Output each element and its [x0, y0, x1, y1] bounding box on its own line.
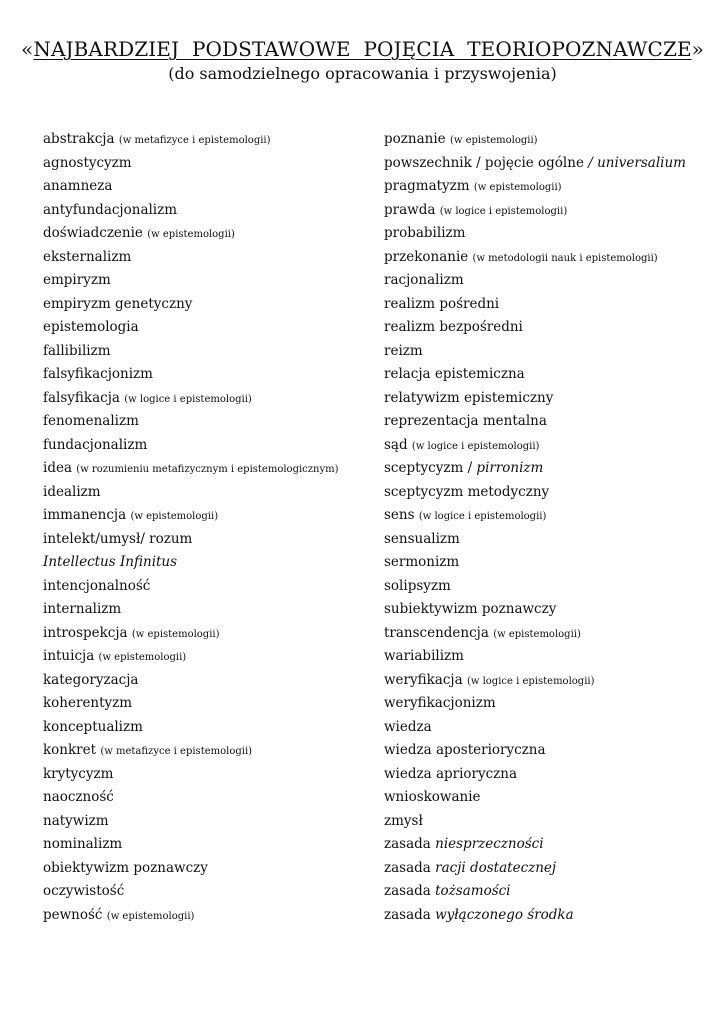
term-item [384, 340, 714, 364]
right-term-list [384, 128, 714, 927]
term-text: weryfikacja [384, 671, 463, 688]
term-item [384, 810, 714, 834]
term-item [384, 575, 714, 599]
term-text: nominalizm [43, 836, 123, 852]
term-item [43, 786, 363, 810]
term-item [43, 528, 363, 552]
term-text: natywizm [43, 812, 109, 829]
term-item [384, 716, 714, 740]
term-item [43, 128, 363, 152]
term-text: krytycyzm [43, 765, 114, 782]
term-text: relacja epistemiczna [384, 366, 525, 382]
term-item [43, 363, 363, 387]
term-text: realizm bezpośredni [384, 319, 523, 335]
term-text: fundacjonalizm [43, 436, 148, 453]
term-item [43, 692, 363, 716]
page-title [0, 36, 725, 62]
term-note: (w epistemologii) [98, 652, 187, 663]
term-item [384, 387, 714, 411]
term-item [43, 880, 363, 904]
term-note: (w epistemologii) [131, 628, 220, 640]
term-text: konkret [43, 742, 97, 758]
term-item [43, 481, 363, 505]
term-item [43, 340, 363, 364]
term-note: (w metafizyce i epistemologii) [118, 135, 271, 146]
term-text: pragmatyzm [384, 178, 470, 194]
term-item [43, 716, 363, 740]
term-item [43, 293, 363, 317]
term-item [384, 246, 714, 270]
term-text: racjonalizm [384, 272, 464, 288]
term-text: przekonanie [384, 248, 469, 265]
term-italic-text: Intellectus Infinitus [43, 554, 178, 570]
term-note: (w epistemologii) [130, 511, 219, 522]
term-text: sceptycyzm / [384, 460, 473, 476]
term-item [43, 622, 363, 646]
term-text: eksternalizm [43, 248, 132, 265]
term-text: naoczność [43, 789, 114, 805]
term-text: powszechnik / pojęcie ogólne [384, 154, 584, 171]
term-item [384, 128, 714, 152]
term-item [384, 175, 714, 199]
title-text: NAJBARDZIEJ PODSTAWOWE POJĘCIA TEORIOPOZNAWCZE [33, 37, 692, 61]
term-item [384, 504, 714, 528]
term-item [43, 434, 363, 458]
term-text: zmysł [384, 812, 423, 829]
term-note: (w epistemologii) [147, 229, 235, 240]
term-item [43, 857, 363, 881]
term-item [43, 810, 363, 834]
page-subtitle: (do samodzielnego opracowania i przyswojenia) [168, 64, 557, 83]
term-italic-text: tożsamości [435, 883, 511, 899]
term-text: pewność [43, 906, 103, 923]
term-text: internalizm [43, 601, 122, 617]
term-note: (w logice i epistemologii) [439, 205, 568, 217]
term-item [384, 786, 714, 810]
term-text: sermonizm [384, 554, 460, 570]
term-text: probabilizm [384, 225, 466, 241]
term-text: konceptualizm [43, 718, 143, 735]
term-item [43, 246, 363, 270]
term-item [384, 199, 714, 223]
term-item [384, 763, 714, 787]
term-italic-text: niesprzeczności [435, 836, 544, 852]
term-note: (w logice i epistemologii) [418, 511, 547, 522]
term-text: fenomenalizm [43, 413, 139, 429]
term-text: koherentyzm [43, 695, 133, 711]
term-note: (w epistemologii) [106, 910, 195, 922]
term-item [384, 528, 714, 552]
term-item [43, 551, 363, 575]
term-text: wiedza aprioryczna [384, 765, 518, 782]
term-text: zasada [384, 883, 431, 899]
term-item [43, 669, 363, 693]
term-item [384, 316, 714, 340]
term-item [384, 551, 714, 575]
term-item [43, 269, 363, 293]
term-item [384, 622, 714, 646]
term-text: epistemologia [43, 319, 139, 335]
term-item [43, 504, 363, 528]
term-item [384, 269, 714, 293]
term-item [43, 457, 363, 481]
term-text: empiryzm [43, 272, 111, 288]
term-text: agnostycyzm [43, 154, 132, 171]
term-text: falsyfikacja [43, 389, 120, 406]
term-item [384, 222, 714, 246]
term-text: oczywistość [43, 883, 125, 899]
term-item [384, 481, 714, 505]
term-text: intelekt/umysł/ rozum [43, 530, 193, 547]
term-text: wiedza aposterioryczna [384, 742, 546, 758]
title-quote-close: » [691, 37, 704, 61]
term-item [43, 199, 363, 223]
term-text: poznanie [384, 131, 446, 147]
term-item [384, 434, 714, 458]
term-item [43, 739, 363, 763]
term-item [43, 222, 363, 246]
term-text: weryfikacjonizm [384, 695, 496, 711]
term-item [384, 363, 714, 387]
term-text: obiektywizm poznawczy [43, 859, 208, 876]
term-item [384, 880, 714, 904]
term-text: idealizm [43, 483, 101, 500]
term-text: realizm pośredni [384, 295, 500, 312]
term-text: wiedza [384, 718, 432, 735]
term-item [43, 316, 363, 340]
term-text: wnioskowanie [384, 789, 481, 805]
term-item [43, 904, 363, 928]
term-text: sceptycyzm metodyczny [384, 483, 550, 500]
document-header [0, 36, 725, 85]
term-text: wariabilizm [384, 648, 464, 664]
term-text: intuicja [43, 648, 95, 664]
term-note: (w logice i epistemologii) [411, 440, 540, 452]
term-item [384, 410, 714, 434]
term-text: fallibilizm [43, 342, 111, 359]
term-item [384, 739, 714, 763]
term-text: sensualizm [384, 530, 460, 547]
term-item [43, 152, 363, 176]
term-item [43, 175, 363, 199]
term-item [43, 763, 363, 787]
term-item [43, 575, 363, 599]
term-item [384, 152, 714, 176]
term-text: anamneza [43, 178, 113, 194]
term-item [384, 692, 714, 716]
term-text: kategoryzacja [43, 671, 139, 688]
term-text: solipsyzm [384, 577, 451, 594]
term-italic-text: / universalium [588, 154, 686, 171]
term-italic-text: pirronizm [476, 460, 544, 476]
term-text: zasada [384, 836, 431, 852]
term-text: subiektywizm poznawczy [384, 601, 557, 617]
term-note: (w logice i epistemologii) [124, 393, 252, 405]
term-item [384, 645, 714, 669]
term-note: (w logice i epistemologii) [466, 675, 595, 687]
term-item [43, 387, 363, 411]
term-item [43, 410, 363, 434]
term-text: reizm [384, 342, 423, 359]
term-item [43, 598, 363, 622]
term-italic-text: wyłączonego środka [435, 906, 574, 923]
term-text: prawda [384, 201, 436, 218]
term-item [384, 857, 714, 881]
term-text: immanencja [43, 507, 127, 523]
term-italic-text: racji dostatecznej [435, 859, 557, 876]
term-note: (w metodologii nauk i epistemologii) [472, 252, 658, 264]
term-text: transcendencja [384, 624, 489, 641]
term-text: abstrakcja [43, 131, 115, 147]
term-item [43, 645, 363, 669]
term-item [384, 904, 714, 928]
term-text: intencjonalność [43, 577, 151, 594]
term-note: (w epistemologii) [493, 628, 581, 640]
term-note: (w metafizyce i epistemologii) [100, 746, 253, 757]
term-item [384, 598, 714, 622]
term-note: (w rozumieniu metafizycznym i epistemologicznym) [76, 464, 339, 475]
term-item [384, 457, 714, 481]
term-item [384, 293, 714, 317]
term-text: zasada [384, 859, 431, 876]
title-quote-open: « [21, 37, 34, 61]
term-item [43, 833, 363, 857]
term-text: sens [384, 507, 415, 523]
term-text: reprezentacja mentalna [384, 413, 547, 429]
term-item [384, 833, 714, 857]
term-text: antyfundacjonalizm [43, 201, 178, 218]
term-text: doświadczenie [43, 225, 143, 241]
term-item [384, 669, 714, 693]
term-note: (w epistemologii) [473, 182, 562, 193]
term-text: falsyfikacjonizm [43, 366, 153, 382]
term-text: empiryzm genetyczny [43, 295, 193, 312]
left-term-list [43, 128, 363, 927]
term-text: introspekcja [43, 624, 128, 641]
term-text: zasada [384, 906, 431, 923]
term-text: sąd [384, 436, 408, 453]
term-text: relatywizm epistemiczny [384, 389, 554, 406]
term-note: (w epistemologii) [449, 135, 538, 146]
term-text: idea [43, 460, 72, 476]
